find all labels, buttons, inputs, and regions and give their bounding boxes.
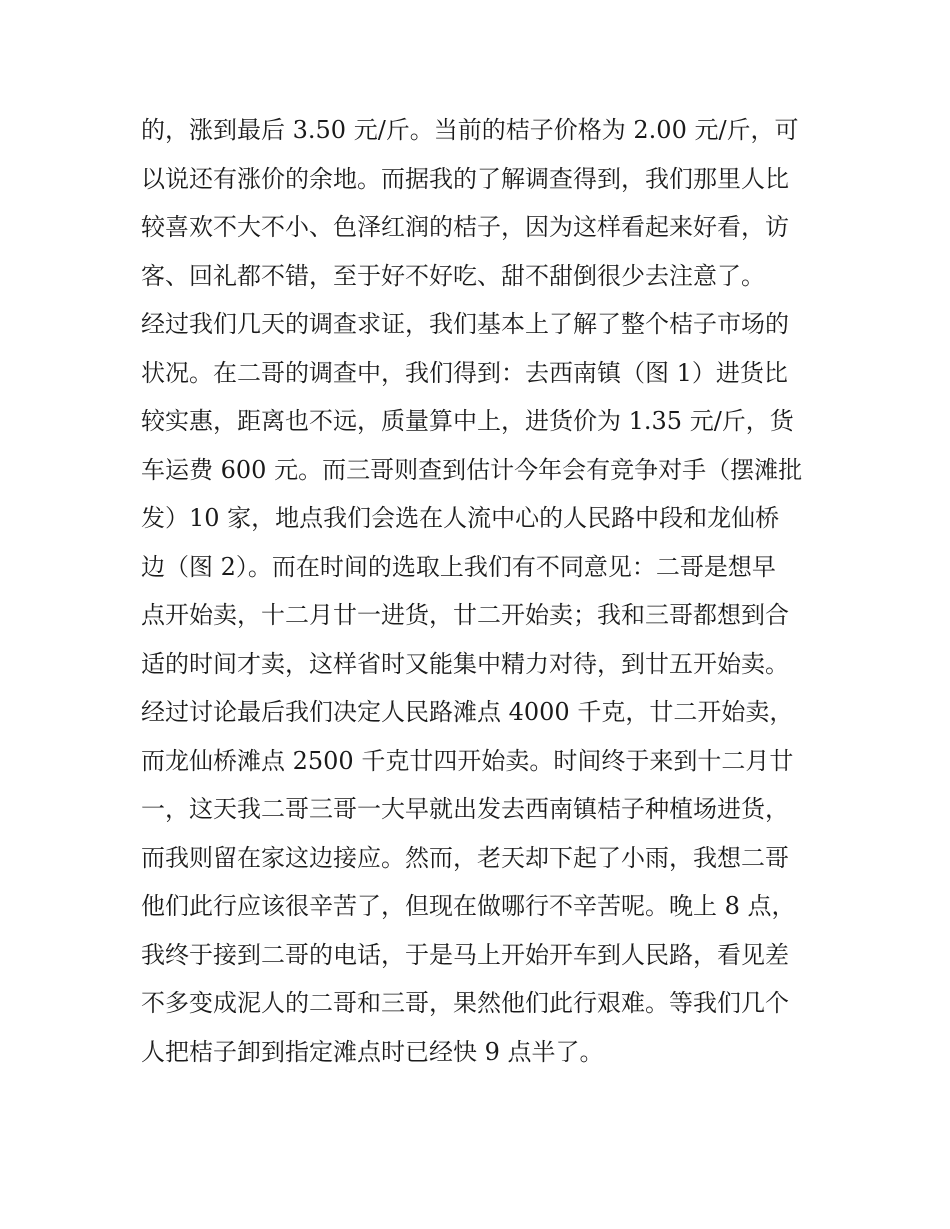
text-line: 边（图 2）。而在时间的选取上我们有不同意见：二哥是想早: [141, 552, 776, 581]
text-line: 较喜欢不大不小、色泽红润的桔子，因为这样看起来好看，访: [141, 213, 789, 241]
text-line: 一，这天我二哥三哥一大早就出发去西南镇桔子种植场进货，: [141, 795, 789, 823]
text-line: 而我则留在家这边接应。然而，老天却下起了小雨，我想二哥: [141, 843, 789, 872]
text-line: 的，涨到最后 3.50 元/斤。当前的桔子价格为 2.00 元/斤，可: [141, 116, 799, 144]
text-line: 而龙仙桥滩点 2500 千克廿四开始卖。时间终于来到十二月廿: [141, 746, 794, 775]
text-line: 不多变成泥人的二哥和三哥，果然他们此行艰难。等我们几个: [141, 989, 789, 1017]
text-line: 车运费 600 元。而三哥则查到估计今年会有竞争对手（摆滩批: [141, 455, 803, 484]
body-text: [141, 106, 821, 1076]
text-line: 客、回礼都不错，至于好不好吃、甜不甜倒很少去注意了。: [141, 261, 765, 290]
text-line: 状况。在二哥的调查中，我们得到：去西南镇（图 1）进货比: [141, 358, 788, 387]
text-line: 较实惠，距离也不远，质量算中上，进货价为 1.35 元/斤，货: [141, 407, 794, 435]
text-line: 我终于接到二哥的电话，于是马上开始开车到人民路，看见差: [141, 940, 789, 969]
text-line: 人把桔子卸到指定滩点时已经快 9 点半了。: [141, 1037, 604, 1066]
text-line: 适的时间才卖，这样省时又能集中精力对待，到廿五开始卖。: [141, 649, 789, 678]
text-line: 以说还有涨价的余地。而据我的了解调查得到，我们那里人比: [141, 164, 789, 193]
text-line: 经过我们几天的调查求证，我们基本上了解了整个桔子市场的: [141, 310, 789, 338]
text-line: 点开始卖，十二月廿一进货，廿二开始卖；我和三哥都想到合: [141, 601, 789, 629]
text-line: 经过讨论最后我们决定人民路滩点 4000 千克，廿二开始卖，: [141, 698, 794, 726]
text-line: 他们此行应该很辛苦了，但现在做哪行不辛苦呢。晚上 8 点，: [141, 892, 796, 920]
text-line: 发）10 家，地点我们会选在人流中心的人民路中段和龙仙桥: [141, 504, 780, 532]
